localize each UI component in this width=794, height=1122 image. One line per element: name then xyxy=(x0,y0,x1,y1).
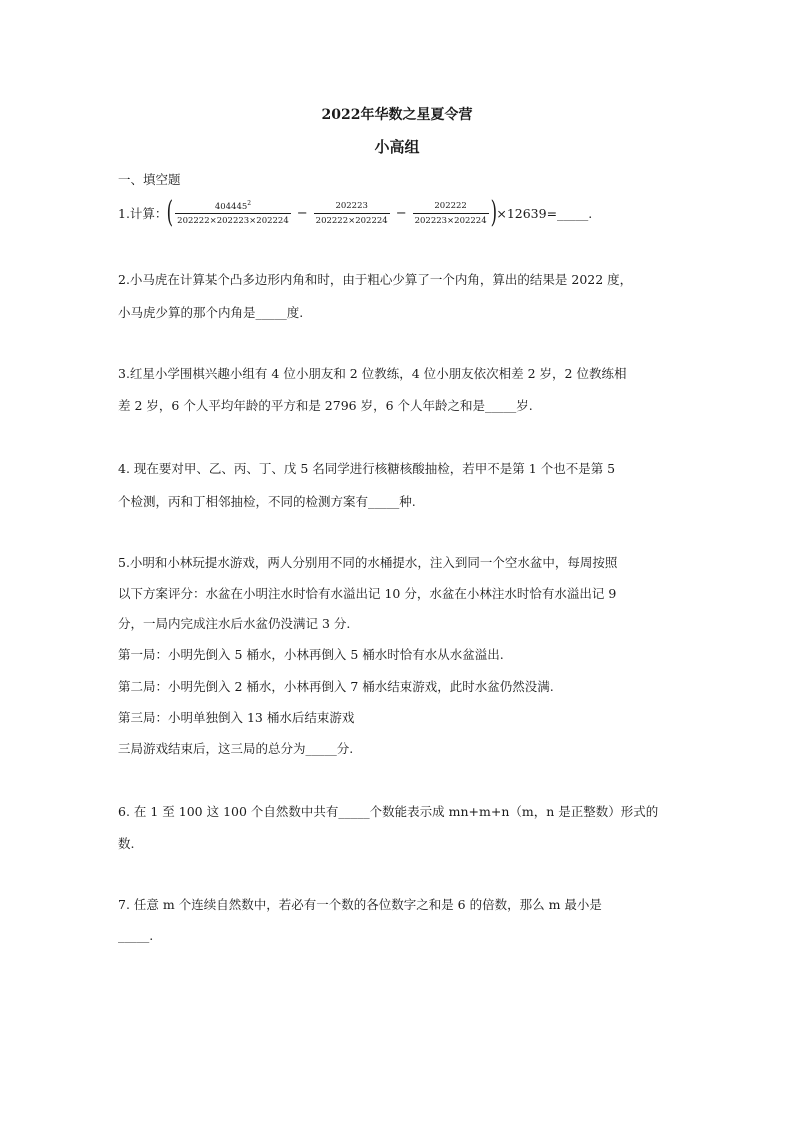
q1-open-paren: ( xyxy=(167,195,174,230)
q1-frac1-numerator xyxy=(213,200,253,214)
section-heading: 一、填空题 xyxy=(118,172,181,187)
q6-line-2: 数. xyxy=(118,836,135,851)
q1-frac3-numerator: 202222 xyxy=(434,200,467,211)
q7-line-1: 7. 任意 m 个连续自然数中，若必有一个数的各位数字之和是 6 的倍数，那么 m 最小是 xyxy=(118,897,602,912)
document-title: 2022年华数之星夏令营 xyxy=(321,107,473,123)
q1-frac1-exponent: 2 xyxy=(247,199,252,207)
q1-minus-2: − xyxy=(395,205,407,221)
q5-line-1: 5.小明和小林玩提水游戏，两人分别用不同的水桶提水，注入到同一个空水盆中，每周按照 xyxy=(118,555,618,570)
q1-suffix: ×12639=_____. xyxy=(496,205,593,221)
q5-line-4: 第一局：小明先倒入 5 桶水，小林再倒入 5 桶水时恰有水从水盆溢出. xyxy=(118,647,504,662)
q4-line-2: 个检测，丙和丁相邻抽检，不同的检测方案有_____种. xyxy=(118,494,416,509)
q3-line-2: 差 2 岁，6 个人平均年龄的平方和是 2796 岁，6 个人年龄之和是_____岁. xyxy=(118,398,533,413)
q1-close-paren: ) xyxy=(490,195,497,230)
q5-line-5: 第二局：小明先倒入 2 桶水，小林再倒入 7 桶水结束游戏，此时水盆仍然没满. xyxy=(118,679,554,694)
q5-line-2: 以下方案评分：水盆在小明注水时恰有水溢出记 10 分，水盆在小林注水时恰有水溢出记 9 xyxy=(118,586,617,601)
q7-line-2: _____. xyxy=(118,928,154,943)
q1-minus-1: − xyxy=(296,205,308,221)
q5-line-6: 第三局：小明单独倒入 13 桶水后结束游戏 xyxy=(118,710,355,725)
q1-fraction-2 xyxy=(314,201,390,226)
q3-line-1: 3.红星小学围棋兴趣小组有 4 位小朋友和 2 位教练，4 位小朋友依次相差 2 岁，2 位教练相 xyxy=(118,366,627,381)
q1-frac1-denominator: 202222×202223×202224 xyxy=(175,213,291,226)
q6-line-1: 6. 在 1 至 100 这 100 个自然数中共有_____个数能表示成 mn+m+n（m，n 是正整数）形式的 xyxy=(118,804,659,819)
question-1 xyxy=(118,188,592,238)
document-subtitle: 小高组 xyxy=(374,138,420,156)
q1-frac2-numerator: 202223 xyxy=(335,200,368,211)
q1-frac1-num-text: 404445 xyxy=(214,201,248,212)
q2-line-1: 2.小马虎在计算某个凸多边形内角和时，由于粗心少算了一个内角，算出的结果是 2022 度， xyxy=(118,272,633,287)
q1-fraction-1 xyxy=(175,200,291,227)
q5-line-3: 分，一局内完成注水后水盆仍没满记 3 分. xyxy=(118,616,351,631)
q2-line-2: 小马虎少算的那个内角是_____度. xyxy=(118,305,304,320)
q5-line-7: 三局游戏结束后，这三局的总分为_____分. xyxy=(118,741,354,756)
q1-prefix: 1.计算： xyxy=(118,206,168,221)
q1-frac2-denominator: 202222×202224 xyxy=(314,213,390,226)
q4-line-1: 4. 现在要对甲、乙、丙、丁、戊 5 名同学进行核糖核酸抽检，若甲不是第 1 个也不是第 5 xyxy=(118,461,616,476)
q1-fraction-3 xyxy=(413,201,489,226)
q1-frac3-denominator: 202223×202224 xyxy=(413,213,489,226)
